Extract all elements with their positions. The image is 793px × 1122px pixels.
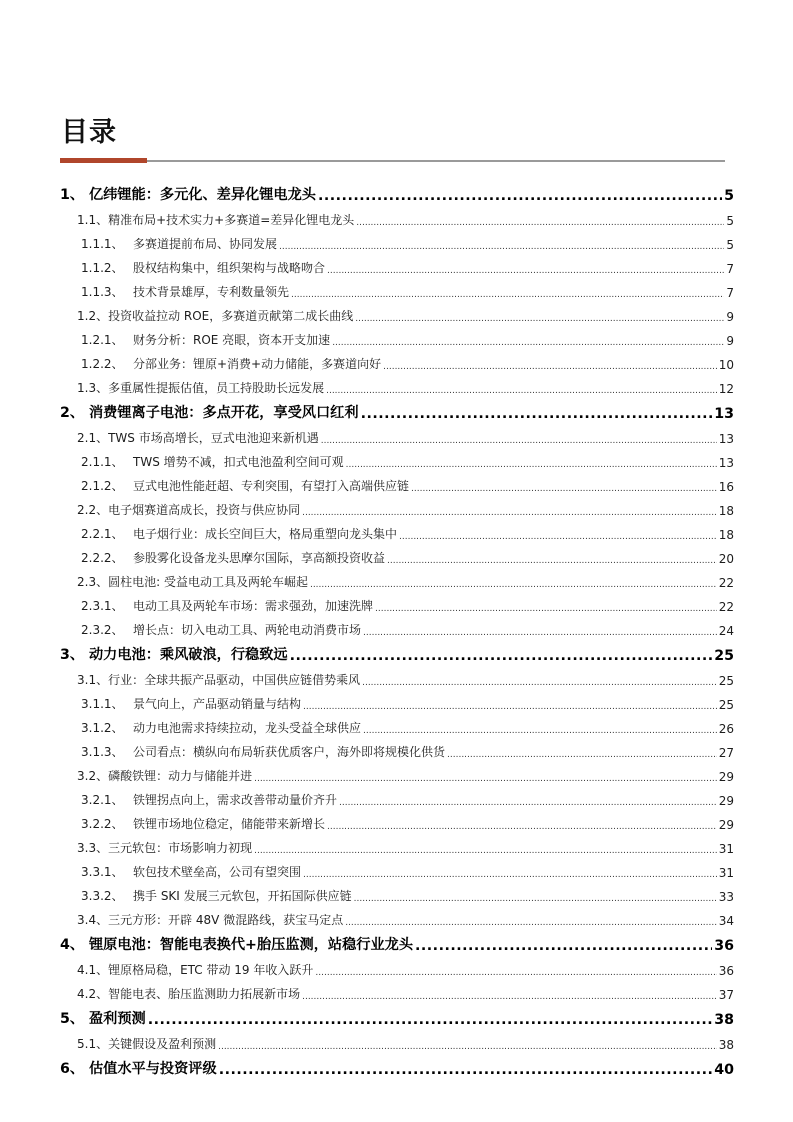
toc-entry[interactable]	[60, 252, 734, 276]
toc-entry-text: 景气向上，产品驱动销量与结构	[133, 697, 302, 711]
toc-entry[interactable]	[60, 954, 734, 978]
toc-page-number: 9	[726, 334, 734, 348]
toc-page-number: 31	[718, 842, 734, 856]
toc-entry-number: 3.1.2、	[81, 721, 124, 735]
toc-page-number: 26	[718, 722, 734, 736]
toc-entry-text: TWS 增势不减，扣式电池盈利空间可观	[133, 455, 344, 469]
toc-entry-text: 财务分析：ROE 亮眼，资本开支加速	[133, 333, 331, 347]
toc-page-number: 25	[714, 648, 734, 664]
toc-entry-label	[81, 621, 361, 638]
toc-entry-label	[81, 283, 289, 300]
toc-entry-label	[60, 184, 316, 204]
toc-entry[interactable]	[60, 638, 734, 664]
toc-dot-leader	[290, 648, 713, 664]
toc-entry[interactable]	[60, 276, 734, 300]
toc-entry-text: 4、 锂原电池：智能电表换代+胎压监测，站稳行业龙头	[60, 937, 414, 953]
toc-entry-label	[81, 259, 325, 276]
toc-entry[interactable]	[60, 1002, 734, 1028]
toc-dot-leader	[254, 846, 717, 856]
toc-entry[interactable]	[60, 688, 734, 712]
toc-entry-label	[81, 791, 337, 808]
toc-entry[interactable]	[60, 324, 734, 348]
toc-entry-number: 1.2.1、	[81, 333, 124, 347]
toc-entry[interactable]	[60, 1052, 734, 1078]
toc-entry-text: 4.2、智能电表、胎压监测助力拓展新市场	[77, 987, 301, 1001]
toc-entry-number: 1.1.1、	[81, 237, 124, 251]
toc-entry-number: 3.2.2、	[81, 817, 124, 831]
toc-dot-leader	[327, 266, 724, 276]
toc-entry-text: 软包技术壁垒高，公司有望突围	[133, 865, 302, 879]
toc-entry-text: 1.3、多重属性提振估值，员工持股助长远发展	[77, 381, 325, 395]
toc-entry-text: 多赛道提前布局、协同发展	[133, 237, 278, 251]
toc-entry-text: 1、 亿纬锂能：多元化、差异化锂电龙头	[60, 187, 316, 203]
toc-dot-leader	[279, 242, 724, 252]
toc-entry-label	[60, 1058, 217, 1078]
toc-entry-label	[81, 743, 445, 760]
toc-dot-leader	[321, 436, 717, 446]
toc-entry[interactable]	[60, 904, 734, 928]
toc-entry[interactable]	[60, 978, 734, 1002]
toc-page-number: 37	[718, 988, 734, 1002]
toc-page-number: 34	[718, 914, 734, 928]
toc-page-number: 5	[726, 238, 734, 252]
toc-entry[interactable]	[60, 348, 734, 372]
toc-entry-number: 2.2.1、	[81, 527, 124, 541]
toc-entry-text: 5、 盈利预测	[60, 1011, 146, 1027]
toc-page-number: 18	[718, 504, 734, 518]
toc-dot-leader	[332, 338, 724, 348]
toc-dot-leader	[387, 556, 717, 566]
toc-entry[interactable]	[60, 470, 734, 494]
toc-dot-leader	[375, 604, 717, 614]
toc-entry[interactable]	[60, 494, 734, 518]
toc-entry-text: 公司看点：横纵向布局斩获优质客户，海外即将规模化供货	[133, 745, 446, 759]
toc-page-number: 18	[718, 528, 734, 542]
toc-entry-label	[77, 573, 308, 590]
toc-entry-text: 3.3、三元软包：市场影响力初现	[77, 841, 253, 855]
toc-dot-leader	[383, 362, 717, 372]
toc-entry[interactable]	[60, 664, 734, 688]
toc-entry-label	[81, 453, 344, 470]
toc-entry-label	[81, 887, 352, 904]
toc-entry-label	[77, 671, 360, 688]
toc-entry[interactable]	[60, 736, 734, 760]
toc-entry-number: 1.1.3、	[81, 285, 124, 299]
toc-entry-label	[81, 235, 277, 252]
toc-dot-leader	[363, 726, 717, 736]
toc-page-number: 10	[718, 358, 734, 372]
toc-dot-leader	[310, 580, 717, 590]
page-title: 目录	[61, 117, 117, 148]
toc-entry[interactable]	[60, 542, 734, 566]
toc-dot-leader	[355, 314, 724, 324]
toc-entry-number: 3.3.2、	[81, 889, 124, 903]
toc-entry-text: 技术背景雄厚，专利数量领先	[133, 285, 290, 299]
toc-page-number: 13	[718, 456, 734, 470]
toc-dot-leader	[363, 628, 717, 638]
toc-entry-label	[81, 719, 361, 736]
toc-page-number: 12	[718, 382, 734, 396]
toc-dot-leader	[447, 750, 717, 760]
toc-entry-label	[77, 307, 353, 324]
toc-entry-number: 3.1.1、	[81, 697, 124, 711]
toc-dot-leader	[345, 918, 717, 928]
toc-page-number: 24	[718, 624, 734, 638]
toc-page-number: 20	[718, 552, 734, 566]
toc-entry-text: 1.2、投资收益拉动 ROE，多赛道贡献第二成长曲线	[77, 309, 354, 323]
toc-entry[interactable]	[60, 518, 734, 542]
toc-entry-label	[77, 911, 343, 928]
toc-page-number: 38	[718, 1038, 734, 1052]
toc-dot-leader	[219, 1062, 713, 1078]
toc-dot-leader	[302, 508, 717, 518]
toc-entry-text: 4.1、锂原格局稳，ETC 带动 19 年收入跃升	[77, 963, 314, 977]
toc-dot-leader	[218, 1042, 717, 1052]
toc-entry-label	[81, 815, 325, 832]
toc-entry-label	[60, 1008, 146, 1028]
toc-page-number: 5	[724, 188, 734, 204]
toc-entry[interactable]	[60, 372, 734, 396]
toc-entry[interactable]	[60, 784, 734, 808]
toc-entry-label	[77, 429, 319, 446]
toc-page-number: 7	[726, 262, 734, 276]
toc-entry-number: 2.1.1、	[81, 455, 124, 469]
toc-page-number: 27	[718, 746, 734, 760]
toc-dot-leader	[303, 870, 717, 880]
table-of-contents	[60, 178, 734, 1078]
toc-entry-label	[77, 211, 354, 228]
toc-entry[interactable]	[60, 204, 734, 228]
toc-entry-number: 3.1.3、	[81, 745, 124, 759]
toc-entry-label	[81, 477, 409, 494]
toc-entry[interactable]	[60, 614, 734, 638]
toc-dot-leader	[318, 188, 722, 204]
toc-page-number: 9	[726, 310, 734, 324]
toc-entry-text: 电子烟行业：成长空间巨大，格局重塑向龙头集中	[133, 527, 398, 541]
toc-entry-text: 铁锂市场地位稳定，储能带来新增长	[133, 817, 326, 831]
toc-entry-text: 携手 SKI 发展三元软包，开拓国际供应链	[133, 889, 352, 903]
toc-page-number: 29	[718, 818, 734, 832]
toc-entry-label	[77, 839, 252, 856]
toc-entry[interactable]	[60, 880, 734, 904]
toc-entry-text: 铁锂拐点向上，需求改善带动量价齐升	[133, 793, 338, 807]
toc-page-number: 36	[718, 964, 734, 978]
toc-entry-label	[77, 1035, 216, 1052]
toc-entry-label	[77, 501, 300, 518]
toc-entry-number: 2.3.2、	[81, 623, 124, 637]
toc-entry[interactable]	[60, 856, 734, 880]
toc-page-number: 33	[718, 890, 734, 904]
toc-entry-label	[81, 331, 330, 348]
toc-entry-text: 2.2、电子烟赛道高成长，投资与供应协同	[77, 503, 301, 517]
toc-entry-text: 3.4、三元方形：开辟 48V 微混路线，获宝马定点	[77, 913, 344, 927]
toc-dot-leader	[362, 678, 717, 688]
toc-page-number: 7	[726, 286, 734, 300]
title-accent-bar	[60, 158, 147, 163]
toc-page-number: 31	[718, 866, 734, 880]
toc-entry[interactable]	[60, 832, 734, 856]
toc-entry-label	[81, 549, 385, 566]
toc-page-number: 5	[726, 214, 734, 228]
toc-entry-label	[77, 961, 313, 978]
toc-entry-number: 2.1.2、	[81, 479, 124, 493]
toc-dot-leader	[361, 406, 713, 422]
toc-entry[interactable]	[60, 300, 734, 324]
toc-page-number: 25	[718, 674, 734, 688]
toc-entry-label	[81, 355, 381, 372]
toc-entry-text: 2、 消费锂离子电池：多点开花，享受风口红利	[60, 405, 359, 421]
toc-dot-leader	[302, 992, 717, 1002]
toc-page-number: 22	[718, 576, 734, 590]
toc-entry-label	[60, 644, 288, 664]
toc-entry-text: 3、 动力电池：乘风破浪，行稳致远	[60, 647, 288, 663]
toc-page-number: 40	[714, 1062, 734, 1078]
toc-entry-text: 豆式电池性能赶超、专利突围，有望打入高端供应链	[133, 479, 410, 493]
toc-entry[interactable]	[60, 928, 734, 954]
toc-page-number: 25	[718, 698, 734, 712]
toc-entry-label	[81, 695, 301, 712]
toc-entry-text: 动力电池需求持续拉动，龙头受益全球供应	[133, 721, 362, 735]
toc-dot-leader	[148, 1012, 713, 1028]
toc-entry-text: 6、 估值水平与投资评级	[60, 1061, 217, 1077]
toc-entry-label	[60, 934, 413, 954]
toc-entry-text: 分部业务：锂原+消费+动力储能，多赛道向好	[133, 357, 382, 371]
toc-entry-number: 2.2.2、	[81, 551, 124, 565]
toc-entry-label	[81, 597, 373, 614]
toc-entry-label	[77, 767, 252, 784]
toc-entry[interactable]	[60, 228, 734, 252]
toc-page-number: 22	[718, 600, 734, 614]
toc-entry[interactable]	[60, 1028, 734, 1052]
toc-dot-leader	[315, 968, 716, 978]
toc-entry-label	[81, 525, 397, 542]
toc-entry-number: 3.3.1、	[81, 865, 124, 879]
toc-entry-number: 2.3.1、	[81, 599, 124, 613]
toc-page-number: 29	[718, 770, 734, 784]
toc-dot-leader	[303, 702, 717, 712]
toc-dot-leader	[327, 822, 717, 832]
toc-entry-text: 增长点：切入电动工具、两轮电动消费市场	[133, 623, 362, 637]
toc-dot-leader	[354, 894, 717, 904]
toc-entry-text: 3.1、行业：全球共振产品驱动，中国供应链借势乘风	[77, 673, 361, 687]
toc-entry-label	[81, 863, 301, 880]
toc-entry[interactable]	[60, 808, 734, 832]
toc-dot-leader	[339, 798, 717, 808]
toc-page-number: 13	[718, 432, 734, 446]
toc-entry-text: 1.1、精准布局+技术实力+多赛道=差异化锂电龙头	[77, 213, 355, 227]
toc-entry-number: 1.1.2、	[81, 261, 124, 275]
toc-page-number: 16	[718, 480, 734, 494]
toc-dot-leader	[356, 218, 724, 228]
toc-entry-text: 参股雾化设备龙头思摩尔国际，享高额投资收益	[133, 551, 386, 565]
toc-entry-text: 股权结构集中，组织架构与战略吻合	[133, 261, 326, 275]
toc-entry[interactable]	[60, 760, 734, 784]
toc-dot-leader	[346, 460, 717, 470]
toc-entry[interactable]	[60, 590, 734, 614]
toc-page-number: 13	[714, 406, 734, 422]
toc-entry-text: 电动工具及两轮车市场：需求强劲，加速洗牌	[133, 599, 374, 613]
toc-dot-leader	[415, 938, 712, 954]
toc-page-number: 38	[714, 1012, 734, 1028]
toc-entry-label	[60, 402, 359, 422]
toc-entry[interactable]	[60, 712, 734, 736]
toc-page-number: 36	[714, 938, 734, 954]
toc-entry-label	[77, 985, 300, 1002]
toc-entry[interactable]	[60, 422, 734, 446]
toc-entry-text: 5.1、关键假设及盈利预测	[77, 1037, 217, 1051]
toc-dot-leader	[399, 532, 717, 542]
toc-dot-leader	[291, 290, 724, 300]
title-divider	[60, 160, 725, 162]
toc-entry-number: 1.2.2、	[81, 357, 124, 371]
toc-entry[interactable]	[60, 396, 734, 422]
toc-dot-leader	[411, 484, 717, 494]
toc-dot-leader	[326, 386, 717, 396]
toc-entry-text: 2.1、TWS 市场高增长，豆式电池迎来新机遇	[77, 431, 319, 445]
toc-entry-label	[77, 379, 324, 396]
toc-entry-number: 3.2.1、	[81, 793, 124, 807]
toc-entry[interactable]	[60, 446, 734, 470]
toc-dot-leader	[254, 774, 717, 784]
toc-entry[interactable]	[60, 178, 734, 204]
toc-entry-text: 3.2、磷酸铁锂：动力与储能并进	[77, 769, 253, 783]
toc-entry[interactable]	[60, 566, 734, 590]
toc-entry-text: 2.3、圆柱电池: 受益电动工具及两轮车崛起	[77, 575, 308, 589]
toc-page-number: 29	[718, 794, 734, 808]
